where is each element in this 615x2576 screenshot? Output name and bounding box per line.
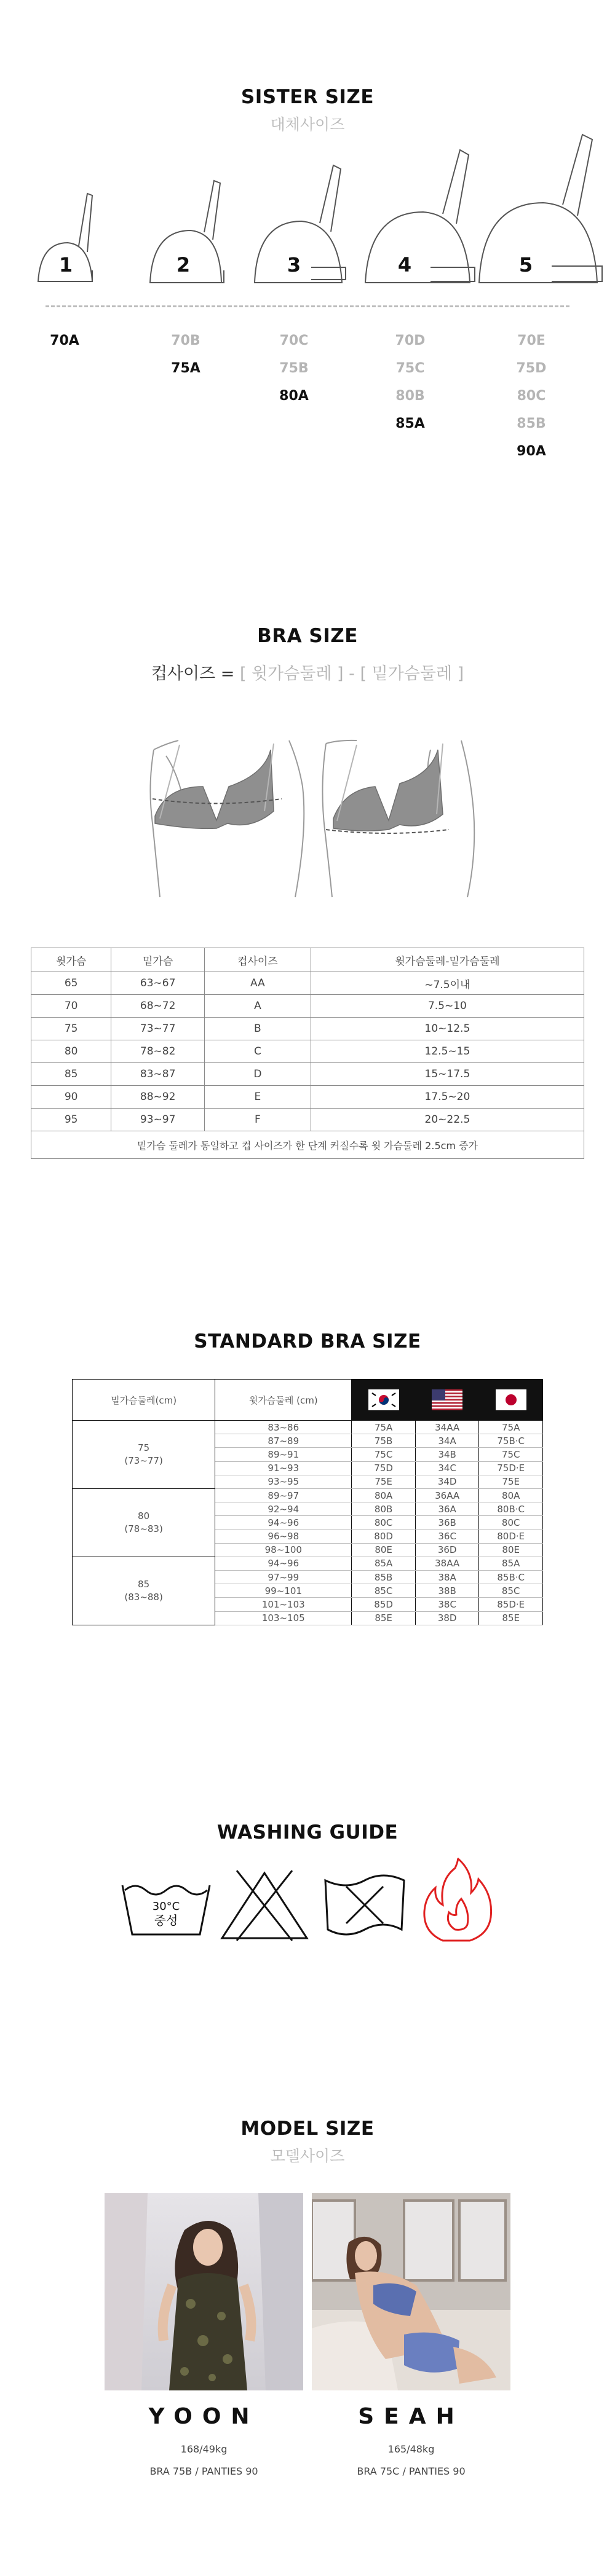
usa-flag-cell	[415, 1380, 479, 1421]
sister-column-1	[37, 327, 92, 355]
table-row	[31, 1018, 584, 1040]
cell: 80D·E	[479, 1530, 543, 1543]
table-row	[73, 1488, 543, 1502]
table-row	[31, 1086, 584, 1109]
bra-size-table	[31, 948, 584, 1159]
cup-size-formula	[0, 660, 615, 684]
cell: 93~97	[111, 1109, 205, 1131]
wash-neutral: 중성	[154, 1913, 178, 1928]
header-cup: 컵사이즈	[204, 948, 311, 972]
cell: 38A	[415, 1571, 479, 1584]
model-size-subtitle: 모델사이즈	[270, 2147, 345, 2165]
group-range: (73~77)	[124, 1455, 163, 1466]
korea-flag-cell	[352, 1380, 416, 1421]
size-label: 80B	[395, 388, 425, 404]
cell: C	[204, 1040, 311, 1063]
cell: 36A	[415, 1502, 479, 1516]
cell: 85E	[479, 1611, 543, 1625]
size-label: 85B	[517, 416, 546, 431]
washing-guide-title: WASHING GUIDE	[216, 1821, 399, 1844]
cell: B	[204, 1018, 311, 1040]
cell: 89~97	[215, 1488, 352, 1502]
table-row	[31, 1063, 584, 1086]
cell: 85A	[479, 1557, 543, 1570]
sister-column-2	[158, 327, 213, 382]
divider-dashed	[46, 305, 569, 307]
no-tumble-dry-icon	[322, 1868, 408, 1942]
cell: 38D	[415, 1611, 479, 1625]
cell: 63~67	[111, 972, 205, 995]
formula-gray: [ 윗가슴둘레 ] - [ 밑가슴둘레 ]	[239, 664, 464, 683]
size-label: 80C	[517, 388, 546, 404]
cell: 34D	[415, 1475, 479, 1488]
cell: 75A	[479, 1421, 543, 1434]
cell: 85	[31, 1063, 111, 1086]
size-label: 90A	[517, 444, 546, 459]
cell: 94~96	[215, 1516, 352, 1530]
sister-size-title: SISTER SIZE	[240, 86, 375, 108]
cell: 99~101	[215, 1584, 352, 1598]
japan-flag-cell	[479, 1380, 543, 1421]
cell: 75D·E	[479, 1461, 543, 1475]
cell: 36B	[415, 1516, 479, 1530]
model-photo-seah	[312, 2193, 510, 2390]
japan-flag-icon	[496, 1389, 526, 1410]
korea-flag-icon	[368, 1389, 399, 1410]
header-top-bust: 윗가슴둘레 (cm)	[215, 1380, 352, 1421]
cell: E	[204, 1086, 311, 1109]
table-note-row	[31, 1131, 584, 1159]
cell: 38B	[415, 1584, 479, 1598]
cell: 15~17.5	[311, 1063, 584, 1086]
cell: 75B·C	[479, 1434, 543, 1448]
cell: 93~95	[215, 1475, 352, 1488]
cell: 96~98	[215, 1530, 352, 1543]
cell: 91~93	[215, 1461, 352, 1475]
cell: 80D	[352, 1530, 416, 1543]
cell: D	[204, 1063, 311, 1086]
size-label: 75A	[171, 361, 200, 376]
size-label: 70E	[517, 333, 546, 348]
table-row	[73, 1421, 543, 1434]
standard-header-row	[73, 1380, 543, 1421]
model-photo-yoon	[105, 2193, 303, 2390]
wash-temp: 30°C	[152, 1900, 180, 1913]
model-size-title: MODEL SIZE	[240, 2118, 375, 2140]
table-row	[73, 1557, 543, 1570]
cell: 75B	[352, 1434, 416, 1448]
group-85	[73, 1557, 215, 1625]
cell: 70	[31, 995, 111, 1018]
cell: 97~99	[215, 1571, 352, 1584]
bra-measure-illustration	[141, 737, 486, 903]
cell: 12.5~15	[311, 1040, 584, 1063]
cell: 34AA	[415, 1421, 479, 1434]
cell: 88~92	[111, 1086, 205, 1109]
cell: 80C	[479, 1516, 543, 1530]
cell: 20~22.5	[311, 1109, 584, 1131]
cell: 75C	[479, 1448, 543, 1461]
cell: 80E	[479, 1543, 543, 1557]
table-row	[31, 972, 584, 995]
size-label: 85A	[395, 416, 425, 431]
cell: 34C	[415, 1461, 479, 1475]
size-label: 70A	[50, 333, 79, 348]
size-label: 70B	[171, 333, 200, 348]
standard-size-table	[72, 1379, 543, 1625]
group-label: 80	[138, 1510, 150, 1522]
cup-number-5: 5	[518, 253, 533, 277]
header-under: 밑가슴	[111, 948, 205, 972]
cell: 90	[31, 1086, 111, 1109]
cell: 85D	[352, 1598, 416, 1611]
group-range: (83~88)	[124, 1591, 163, 1603]
cell: 36C	[415, 1530, 479, 1543]
cell: 75C	[352, 1448, 416, 1461]
cell: 80B	[352, 1502, 416, 1516]
cell: 85E	[352, 1611, 416, 1625]
cell: 36AA	[415, 1488, 479, 1502]
cell: 85C	[352, 1584, 416, 1598]
group-label: 85	[138, 1578, 150, 1590]
cell: 103~105	[215, 1611, 352, 1625]
cell: 85B	[352, 1571, 416, 1584]
cell: 75E	[479, 1475, 543, 1488]
cell: 89~91	[215, 1448, 352, 1461]
standard-bra-size-title: STANDARD BRA SIZE	[194, 1330, 421, 1353]
group-80	[73, 1488, 215, 1557]
cell: 94~96	[215, 1557, 352, 1570]
size-label: 75B	[279, 361, 309, 376]
table-header-row	[31, 948, 584, 972]
cell: 17.5~20	[311, 1086, 584, 1109]
no-heat-icon	[418, 1856, 498, 1945]
hand-wash-icon	[120, 1873, 212, 1941]
cell: 85A	[352, 1557, 416, 1570]
cell: 80B·C	[479, 1502, 543, 1516]
header-diff: 윗가슴둘레-밑가슴둘레	[311, 948, 584, 972]
cell: 68~72	[111, 995, 205, 1018]
cell: 38C	[415, 1598, 479, 1611]
bra-size-title: BRA SIZE	[257, 625, 358, 647]
cell: 80C	[352, 1516, 416, 1530]
cell: F	[204, 1109, 311, 1131]
table-note: 밑가슴 둘레가 동일하고 컵 사이즈가 한 단계 커질수록 윗 가슴둘레 2.5cm 증가	[31, 1131, 584, 1159]
cell: 80E	[352, 1543, 416, 1557]
cell: 95	[31, 1109, 111, 1131]
usa-flag-icon	[432, 1389, 462, 1410]
cell: 75	[31, 1018, 111, 1040]
cell: 85D·E	[479, 1598, 543, 1611]
cell: 92~94	[215, 1502, 352, 1516]
cell: 80A	[352, 1488, 416, 1502]
header-under-bust: 밑가슴둘레(cm)	[73, 1380, 215, 1421]
cell: 78~82	[111, 1040, 205, 1063]
size-label: 75C	[395, 361, 425, 376]
cell: 80A	[479, 1488, 543, 1502]
cup-number-2: 2	[176, 253, 191, 277]
model-name-yoon: YOON	[148, 2404, 260, 2429]
table-row	[31, 1109, 584, 1131]
formula-main: 컵사이즈 =	[151, 664, 240, 683]
cup-number-3: 3	[287, 253, 301, 277]
model-stats-yoon: 168/49kg	[180, 2443, 228, 2455]
sister-column-5	[504, 327, 559, 465]
cell: 83~86	[215, 1421, 352, 1434]
cell: 7.5~10	[311, 995, 584, 1018]
group-label: 75	[138, 1442, 150, 1453]
cell: 80	[31, 1040, 111, 1063]
model-sizes-yoon: BRA 75B / PANTIES 90	[149, 2465, 258, 2477]
cell: 10~12.5	[311, 1018, 584, 1040]
cell: 101~103	[215, 1598, 352, 1611]
cup-number-1: 1	[58, 253, 73, 277]
no-bleach-icon	[218, 1868, 311, 1942]
cell: 38AA	[415, 1557, 479, 1570]
size-label: 75D	[516, 361, 547, 376]
group-range: (78~83)	[124, 1523, 163, 1534]
sister-column-3	[266, 327, 322, 410]
model-name-seah: SEAH	[358, 2404, 464, 2429]
model-sizes-seah: BRA 75C / PANTIES 90	[357, 2465, 466, 2477]
cell: 87~89	[215, 1434, 352, 1448]
sister-column-4	[383, 327, 438, 438]
size-label: 80A	[279, 388, 309, 404]
group-75	[73, 1421, 215, 1489]
sister-size-subtitle: 대체사이즈	[270, 116, 345, 133]
header-top: 윗가슴	[31, 948, 111, 972]
cup-number-4: 4	[397, 253, 412, 277]
cell: 98~100	[215, 1543, 352, 1557]
cell: 73~77	[111, 1018, 205, 1040]
cell: 75E	[352, 1475, 416, 1488]
cell: 85C	[479, 1584, 543, 1598]
cell: 75A	[352, 1421, 416, 1434]
cell: 34B	[415, 1448, 479, 1461]
cell: A	[204, 995, 311, 1018]
cell: AA	[204, 972, 311, 995]
cell: 34A	[415, 1434, 479, 1448]
cell: 36D	[415, 1543, 479, 1557]
cell: 85B·C	[479, 1571, 543, 1584]
cell: 83~87	[111, 1063, 205, 1086]
size-label: 70C	[279, 333, 309, 348]
table-row	[31, 995, 584, 1018]
cell: 65	[31, 972, 111, 995]
cell: 75D	[352, 1461, 416, 1475]
cell: ~7.5이내	[311, 972, 584, 995]
model-stats-seah: 165/48kg	[387, 2443, 435, 2455]
size-label: 70D	[395, 333, 426, 348]
table-row	[31, 1040, 584, 1063]
